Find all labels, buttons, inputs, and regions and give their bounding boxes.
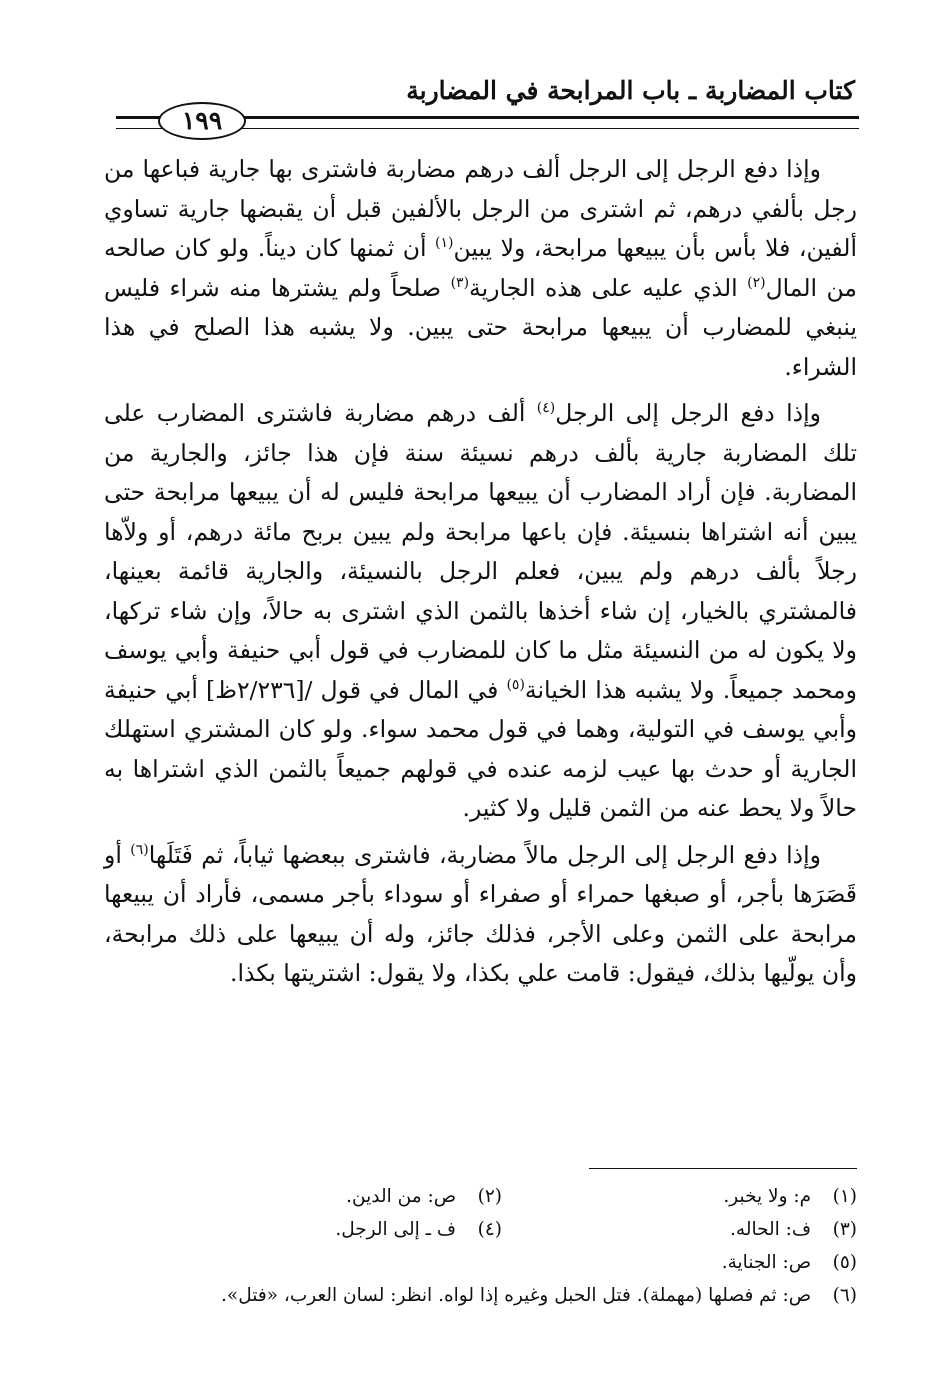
footnotes [100,1180,857,1312]
paragraph-1 [104,150,857,387]
footnote-1 [502,1180,857,1213]
footnote-row [100,1279,857,1312]
footnote-text: م: ولا يخبر. [723,1186,812,1207]
footnote-ref-3: (٣) [450,274,470,291]
footnote-number: (٤) [477,1219,502,1240]
footnote-text: ف ـ إلى الرجل. [335,1219,457,1240]
footnote-3 [502,1213,857,1246]
footnote-2 [147,1180,502,1213]
footnote-ref-1: (١) [435,235,454,252]
paragraph-1-text-b: أن ثمنها كان ديناً. ولو كان صالحه من المال [104,234,857,302]
main-text [104,150,857,1001]
paragraph-3 [104,836,857,994]
footnote-4 [147,1213,502,1246]
footnote-number: (٦) [832,1285,857,1306]
paragraph-1-text-a: وإذا دفع الرجل إلى الرجل ألف درهم مضاربة فاشترى بها جارية فباعها من رجل بألفي درهم، ثم اشترى من الرجل بالألفين قبل أن يقبضها جارية تساوي ألفين، فلا بأس بأن يبيعها مرابحة، ولا يبين [104,155,857,262]
footnote-text: ص: الجناية. [721,1252,812,1273]
page-number: ١٩٩ [158,102,246,140]
footnote-ref-5: (٥) [506,676,525,693]
footnote-number: (٥) [832,1252,857,1273]
footnote-6 [221,1279,857,1312]
paragraph-1-text-d: صلحاً ولم يشترها منه شراء فليس ينبغي للمضارب أن يبيعها مرابحة حتى يبين. ولا يشبه هذا الصلح في هذا الشراء. [104,273,857,381]
footnote-ref-6: (٦) [130,841,149,858]
footnote-number: (٢) [477,1186,502,1207]
footnote-5 [502,1246,857,1279]
footnote-row [100,1213,857,1246]
paragraph-2 [104,394,857,829]
footnote-number: (٣) [832,1219,857,1240]
footnote-text: ص: ثم فصلها (مهملة). فتل الحبل وغيره إذا لواه. انظر: لسان العرب، «فتل». [221,1285,812,1306]
paragraph-2-text-a: وإذا دفع الرجل إلى الرجل [555,399,821,427]
footnote-row [100,1180,857,1213]
footnote-ref-4: (٤) [536,400,556,417]
footnote-text: ف: الحاله. [730,1219,812,1240]
running-header: كتاب المضاربة ـ باب المرابحة في المضاربة [406,76,855,105]
footnote-row [100,1246,857,1279]
paragraph-3-text-a: وإذا دفع الرجل إلى الرجل مالاً مضاربة، فاشترى ببعضها ثياباً، ثم فَتَلَها [148,840,821,869]
paragraph-3-text-b: أو قَصَرَها بأجر، أو صبغها حمراء أو صفراء أو سوداء بأجر مسمى، فأراد أن يبيعها مرابحة على الثمن وعلى الأجر، فذلك جائز، وله أن يبيعها على ذلك مرابحة، وأن يولّيها بذلك، فيقول: قامت علي بكذا، ولا يقول: اشتريتها بكذا. [104,840,857,987]
footnote-ref-2: (٢) [747,274,766,291]
footnote-text: ص: من الدين. [346,1186,457,1207]
footnote-rule [589,1168,857,1169]
paragraph-2-text-b: ألف درهم مضاربة فاشترى المضارب على تلك المضاربة جارية بألف درهم نسيئة سنة فإن هذا جائز، والجارية من المضاربة. فإن أراد المضارب أن يبيعها مرابحة فليس له أن يبيعها مرابحة حتى يبين أنه اشتراها بنسيئة. فإن باعها مرابحة ولم يبين بربح مائة درهم، أو ولاّها رجلاً بألف درهم ولم يبين، فعلم الرجل بالنسيئة، والجارية قائمة بعينها، فالمشتري بالخيار، إن شاء أخذها بالثمن الذي اشترى به حالاً، وإن شاء تركها، ولا يكون له من النسيئة مثل ما كان للمضارب في قول أبي حنيفة وأبي يوسف ومحمد جميعاً. ولا يشبه هذا الخيانة [104,399,857,704]
paragraph-2-text-c: في المال في قول /[٢/٢٣٦ظ] أبي حنيفة وأبي يوسف في التولية، وهما في قول محمد سواء. ولو كان المشتري استهلك الجارية أو حدث بها عيب لزمه عنده في قولهم جميعاً بالثمن الذي اشتراها به حالاً ولا يحط عنه من الثمن قليل ولا كثير. [104,675,857,822]
footnote-number: (١) [832,1186,857,1207]
paragraph-1-text-c: الذي عليه على هذه الجارية [469,273,748,302]
